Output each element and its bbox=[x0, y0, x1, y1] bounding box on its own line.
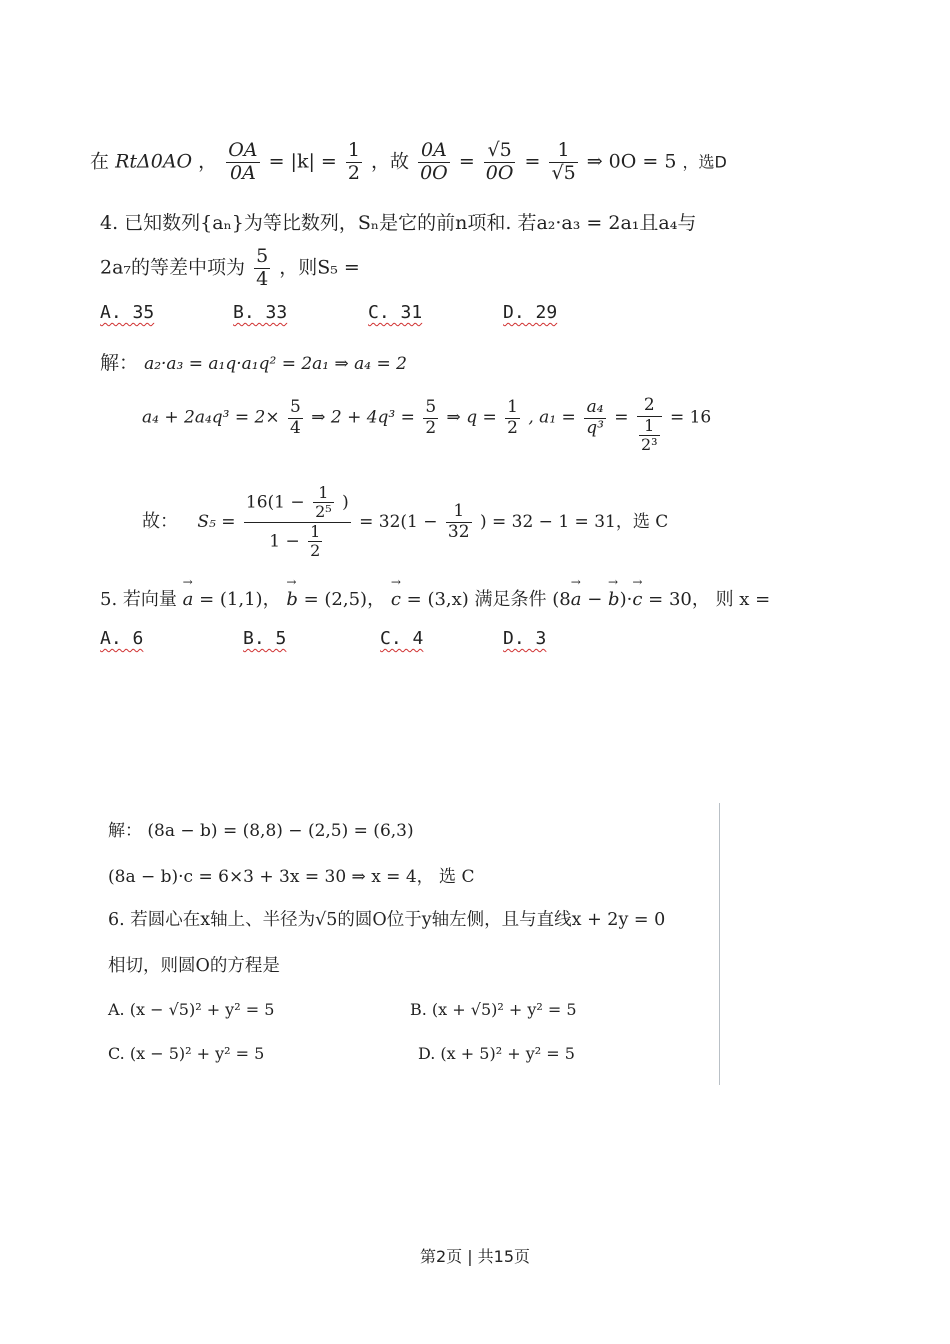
scan-option-a: A. (x − √5)² + y² = 5 bbox=[108, 1000, 275, 1019]
line1-eq2: = bbox=[524, 150, 541, 173]
s3-num-a: 16(1 − bbox=[245, 492, 305, 513]
frac-den: 4 bbox=[289, 417, 301, 438]
q4-option-c: C. 31 bbox=[368, 302, 423, 323]
scan-sol1: (8a − b) = (8,8) − (2,5) = (6,3) bbox=[147, 821, 414, 841]
frac-a4-q3 bbox=[584, 398, 606, 438]
sol4-step3 bbox=[142, 484, 668, 561]
frac-num: 1 bbox=[446, 502, 472, 523]
frac-half bbox=[346, 140, 362, 185]
vector-a: → a bbox=[183, 589, 194, 610]
line1-eq-k: = |k| = bbox=[268, 150, 337, 173]
sol4-step2-b: ⇒ 2 + 4q³ = bbox=[311, 407, 415, 428]
q5-text-g: = 30， 则 x = bbox=[648, 589, 771, 610]
q5-text bbox=[100, 585, 770, 611]
q5-text-e: − bbox=[587, 589, 603, 610]
scan-edge-line bbox=[719, 803, 720, 1085]
frac-1-2 bbox=[505, 398, 520, 438]
frac-num: OA bbox=[228, 139, 258, 161]
sol4-step1 bbox=[100, 348, 407, 375]
frac-den: 4 bbox=[256, 267, 269, 290]
frac-num: 1 bbox=[347, 139, 360, 161]
frac-num: 0A bbox=[418, 140, 450, 163]
sol4-label: 解： bbox=[100, 352, 139, 374]
q5-text-f: )· bbox=[619, 589, 633, 610]
frac-num: 5 bbox=[256, 245, 269, 267]
vector-a: → a bbox=[571, 589, 582, 610]
frac-s5 bbox=[244, 484, 351, 561]
q5-option-a: A. 6 bbox=[100, 628, 144, 649]
frac-5-4 bbox=[254, 246, 270, 291]
page-footer: 第2页 | 共15页 bbox=[419, 1247, 531, 1266]
frac-num bbox=[244, 484, 351, 523]
q5-text-d: = (3,x) 满足条件 (8 bbox=[406, 589, 571, 610]
q5-text-b: = (1,1)， bbox=[199, 589, 281, 610]
q5-option-d: D. 3 bbox=[503, 628, 547, 649]
line1-choice: ，选D bbox=[682, 152, 727, 172]
q5-text-c: = (2,5)， bbox=[303, 589, 386, 610]
scan-sol-line-2: (8a − b)·c = 6×3 + 3x = 30 ⇒ x = 4， 选 C bbox=[108, 867, 475, 887]
line1-triangle: RtΔ0AO bbox=[115, 150, 193, 173]
scan-option-c: C. (x − 5)² + y² = 5 bbox=[108, 1044, 265, 1063]
scan-option-b: B. (x + √5)² + y² = 5 bbox=[410, 1000, 577, 1019]
q5-option-b: B. 5 bbox=[243, 628, 287, 649]
frac-2-over-frac bbox=[637, 396, 662, 454]
frac-num: 1 bbox=[310, 521, 321, 541]
frac-den: 2 bbox=[347, 161, 360, 184]
q4-option-a: A. 35 bbox=[100, 302, 155, 323]
s3-den-a: 1 − bbox=[269, 531, 300, 552]
frac-5-2 bbox=[423, 398, 438, 438]
sol4-step3-b: = 32(1 − bbox=[359, 511, 438, 532]
frac-0a-0o bbox=[418, 140, 450, 185]
frac-den: 2 bbox=[425, 417, 437, 438]
vector-b: → b bbox=[286, 589, 298, 610]
vector-c: → c bbox=[391, 589, 401, 610]
vector-c: → c bbox=[632, 589, 642, 610]
frac-1-2cubed bbox=[639, 417, 660, 455]
frac-den: 2⁵ bbox=[315, 502, 332, 522]
frac-num: 5 bbox=[425, 397, 437, 417]
line1-sep2: ，故 bbox=[371, 150, 410, 173]
sol4-step2 bbox=[142, 395, 712, 454]
vector-b: → b bbox=[608, 589, 620, 610]
sol4-step3-c: ) = 32 − 1 = 31，选 C bbox=[479, 511, 669, 532]
frac-num: 1 bbox=[549, 140, 577, 163]
frac-num: √5 bbox=[484, 140, 516, 163]
scan-sol-line-1 bbox=[108, 816, 414, 841]
q5-option-c: C. 4 bbox=[380, 628, 424, 649]
frac-1-sqrt5 bbox=[549, 140, 577, 185]
line1-result: ⇒ 0O = 5 bbox=[586, 150, 677, 173]
frac-den: 2³ bbox=[640, 434, 658, 454]
sol4-step2-a: a₄ + 2a₄q³ = 2× bbox=[142, 407, 280, 428]
sol4-step1-text: a₂·a₃ = a₁q·a₁q² = 2a₁ ⇒ a₄ = 2 bbox=[144, 354, 407, 374]
line1-prefix: 在 bbox=[90, 150, 110, 173]
scanned-image bbox=[98, 800, 720, 1086]
q5-text-a: 5. 若向量 bbox=[100, 589, 177, 610]
sol4-step2-e: = bbox=[614, 407, 629, 428]
line1-eq: = bbox=[458, 150, 475, 173]
frac-den bbox=[244, 523, 351, 561]
sol4-step2-f: = 16 bbox=[669, 407, 712, 428]
scan-q6-a: 6. 若圆心在x轴上、半径为√5的圆O位于y轴左侧，且与直线x + 2y = 0 bbox=[108, 910, 666, 930]
frac-den: 0A bbox=[229, 161, 256, 184]
q4-line-b-post: ，则S₅ = bbox=[279, 256, 360, 279]
frac-den: q³ bbox=[586, 417, 604, 438]
frac-den: √5 bbox=[551, 161, 576, 184]
sol4-step3-label: 故： bbox=[142, 510, 178, 532]
q4-option-d: D. 29 bbox=[503, 302, 558, 323]
sol4-step3-a: S₅ = bbox=[197, 511, 236, 532]
frac-den: 2 bbox=[507, 417, 518, 438]
scan-sol-label: 解： bbox=[108, 821, 142, 841]
frac-num: 1 bbox=[313, 484, 334, 503]
frac-num: a₄ bbox=[584, 398, 606, 419]
frac-oa-0a bbox=[226, 140, 259, 185]
line1-sep: ， bbox=[198, 150, 218, 173]
frac-num: 2 bbox=[637, 396, 662, 417]
line-1 bbox=[90, 140, 727, 185]
frac-den: 2 bbox=[310, 541, 321, 561]
q4-line-b-pre: 2a₇的等差中项为 bbox=[100, 256, 246, 279]
frac-num: 1 bbox=[639, 417, 660, 436]
q4-line-b bbox=[100, 246, 360, 291]
frac-1-32 bbox=[446, 502, 472, 542]
frac-1-2 bbox=[308, 523, 322, 561]
frac-sqrt5-0o bbox=[484, 140, 516, 185]
q4-line-a: 4. 已知数列{aₙ}为等比数列，Sₙ是它的前n项和. 若a₂·a₃ = 2a₁且a₄与 bbox=[100, 212, 697, 234]
scan-option-d: D. (x + 5)² + y² = 5 bbox=[418, 1044, 575, 1063]
frac-den: 0O bbox=[420, 161, 448, 184]
s3-num-b: ) bbox=[342, 492, 349, 513]
frac-1-2pow5 bbox=[313, 484, 334, 522]
scan-q6-b: 相切，则圆O的方程是 bbox=[108, 956, 280, 976]
frac-den bbox=[637, 417, 662, 455]
sol4-step2-d: , a₁ = bbox=[528, 407, 576, 428]
frac-den: 32 bbox=[447, 521, 470, 542]
frac-num: 5 bbox=[289, 397, 301, 417]
frac-5-4 bbox=[288, 398, 303, 438]
q4-option-b: B. 33 bbox=[233, 302, 288, 323]
sol4-step2-c: ⇒ q = bbox=[446, 407, 497, 428]
frac-den: 0O bbox=[485, 161, 514, 184]
frac-num: 1 bbox=[507, 397, 518, 417]
